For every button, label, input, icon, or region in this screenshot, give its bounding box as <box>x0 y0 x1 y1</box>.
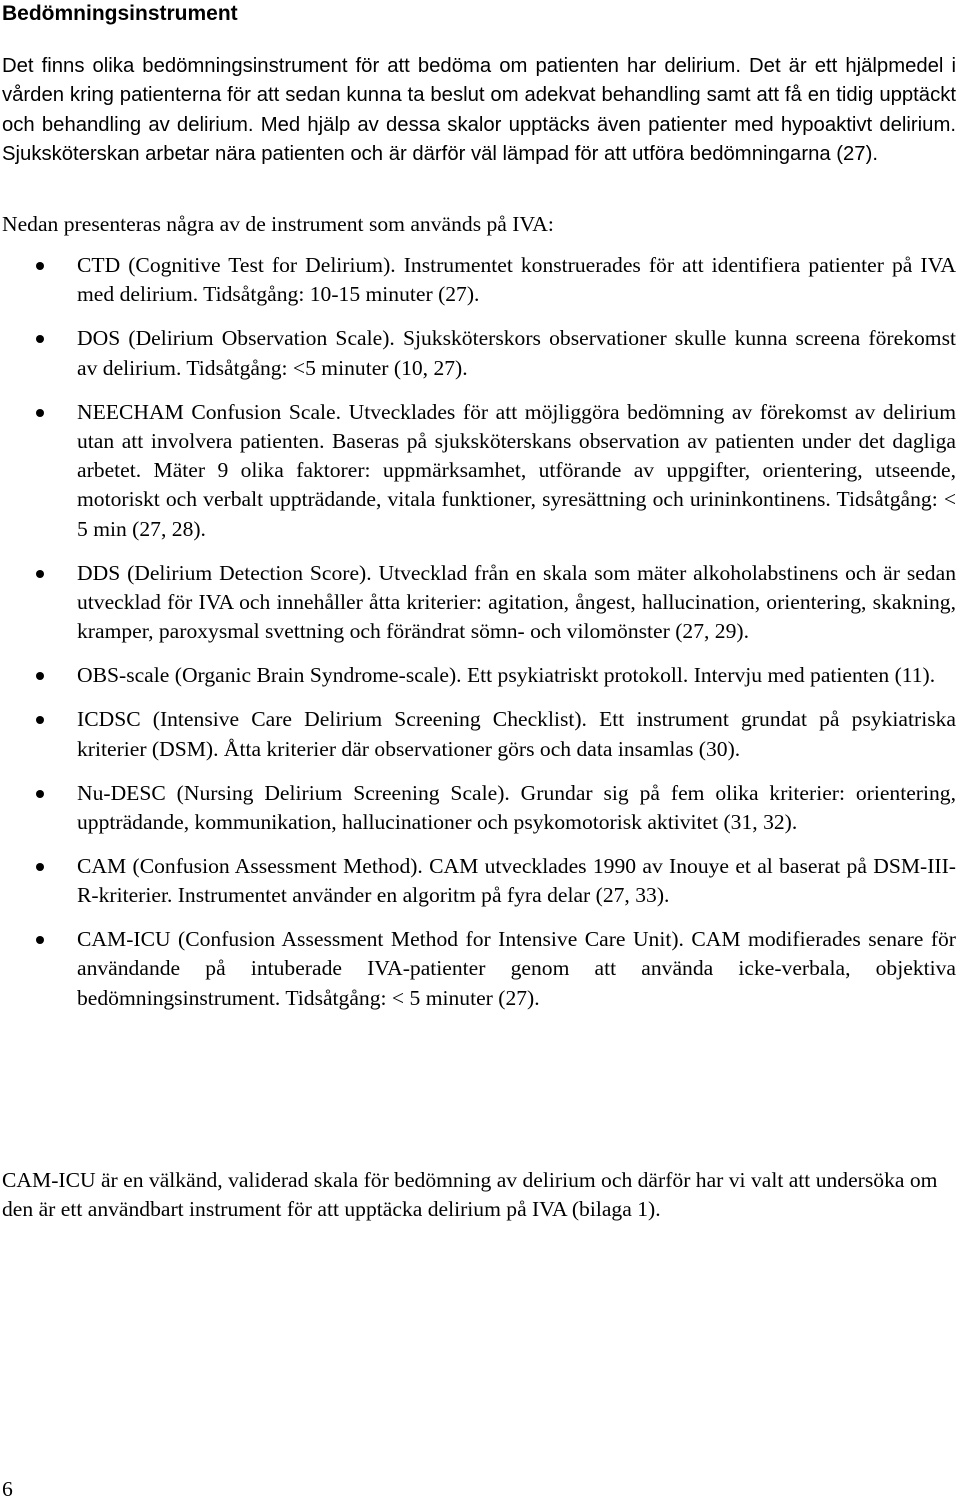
list-item-text: DOS (Delirium Observation Scale). Sjuksköterskors observationer skulle kunna screena förekomst av delirium. Tidsåtgång: <5 minuter (10, 27). <box>77 326 956 380</box>
list-item-text: CTD (Cognitive Test for Delirium). Instrumentet konstruerades för att identifiera patienter på IVA med delirium. Tidsåtgång: 10-15 minuter (27). <box>77 253 956 307</box>
instrument-list <box>0 251 960 1028</box>
list-item-text: ICDSC (Intensive Care Delirium Screening Checklist). Ett instrument grundat på psykiatriska kriterier (DSM). Åtta kriterier där observationer görs och data insamlas (30). <box>77 707 956 761</box>
closing-paragraph: CAM-ICU är en välkänd, validerad skala för bedömning av delirium och därför har vi valt att undersöka om den är ett användbart instrument för att upptäcka delirium på IVA (bilaga 1). <box>2 1168 938 1222</box>
list-item-text: CAM-ICU (Confusion Assessment Method for Intensive Care Unit). CAM modifierades senare för användande på intuberade IVA-patienter genom att använda icke-verbala, objektiva bedömningsinstrument. Tidsåtgång: < 5 minuter (27). <box>77 927 956 1010</box>
list-item <box>0 661 956 690</box>
bullet-icon <box>36 716 44 724</box>
list-item <box>0 705 956 764</box>
bullet-icon <box>36 790 44 798</box>
list-item <box>0 559 956 647</box>
bullet-icon <box>36 672 44 680</box>
bullet-icon <box>36 335 44 343</box>
bullet-icon <box>36 409 44 417</box>
list-item <box>0 251 956 310</box>
list-item <box>0 398 956 544</box>
bullet-icon <box>36 262 44 270</box>
bullet-icon <box>36 936 44 944</box>
list-item <box>0 324 956 383</box>
list-item-text: DDS (Delirium Detection Score). Utvecklad från en skala som mäter alkoholabstinens och är sedan utvecklad för IVA och innehåller åtta kriterier: agitation, ångest, hallucination, orientering, skakning, kramper, paroxysmal svettning och förändrat sömn- och vilomönster (27, 29). <box>77 560 956 644</box>
section-heading: Bedömningsinstrument <box>2 2 238 25</box>
intro-paragraph: Det finns olika bedömningsinstrument för att bedöma om patienten har delirium. Det är ett hjälpmedel i vården kring patienterna för att sedan kunna ta beslut om adekvat behandling samt att få en tidig upptäckt och behandling av delirium. Med hjälp av dessa skalor upptäcks även patienter med hypoaktivt delirium. Sjuksköterskan arbetar nära patienten och är därför väl lämpad för att utföra bedömningarna (27). <box>2 55 956 165</box>
page-number: 6 <box>2 1477 13 1501</box>
list-item-text: Nu-DESC (Nursing Delirium Screening Scale). Grundar sig på fem olika kriterier: orientering, uppträdande, kommunikation, hallucinationer och psykomotorisk aktivitet (31, 32). <box>77 780 956 834</box>
list-item <box>0 925 956 1013</box>
list-item-text: OBS-scale (Organic Brain Syndrome-scale). Ett psykiatriskt protokoll. Intervju med patienten (11). <box>77 663 936 688</box>
bullet-icon <box>36 570 44 578</box>
list-item-text: CAM (Confusion Assessment Method). CAM utvecklades 1990 av Inouye et al baserat på DSM-III-R-kriterier. Instrumentet använder en algoritm på fyra delar (27, 33). <box>77 853 956 908</box>
list-item <box>0 852 956 911</box>
bullet-icon <box>36 863 44 871</box>
list-lead-paragraph: Nedan presenteras några av de instrument som används på IVA: <box>2 212 554 236</box>
list-item <box>0 779 956 838</box>
list-item-text: NEECHAM Confusion Scale. Utvecklades för att möjliggöra bedömning av förekomst av delirium utan att involvera patienten. Baseras på sjuksköterskans observation av patienten under det dagliga arbetet. Mäter 9 olika faktorer: uppmärksamhet, utförande av uppgifter, orientering, utseende, motoriskt och verbalt uppträdande, vitala funktioner, syresättning och urininkontinens. Tidsåtgång: < 5 min (27, 28). <box>77 399 956 541</box>
